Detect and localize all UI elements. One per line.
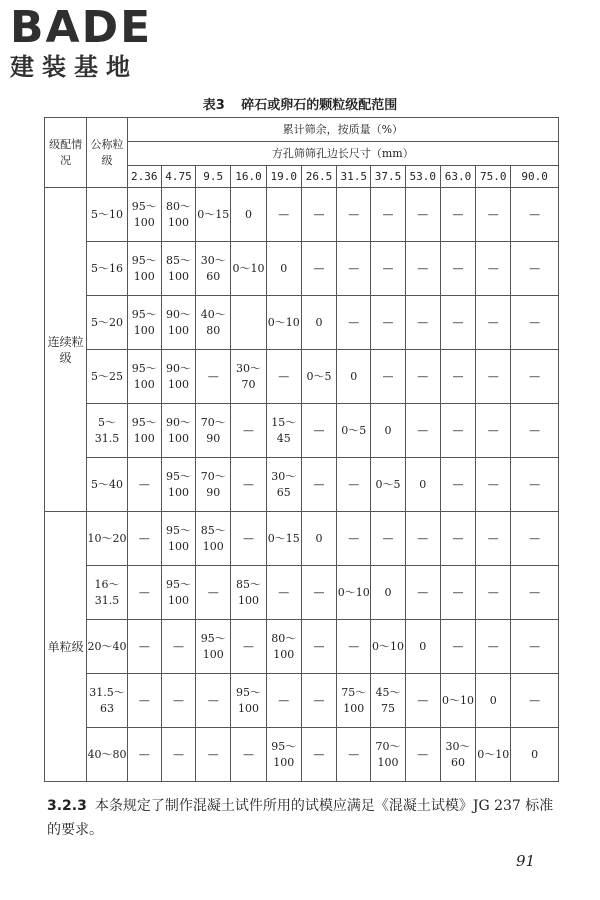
table-row [45, 188, 559, 242]
table-cell: 95～100 [127, 350, 161, 404]
table-cell: — [127, 566, 161, 620]
table-cell: — [231, 458, 266, 512]
table-cell: 30～70 [231, 350, 266, 404]
table-cell: — [301, 242, 336, 296]
table-row [45, 512, 559, 566]
table-cell: 30～60 [196, 242, 231, 296]
table-row [45, 350, 559, 404]
table-cell: 85～100 [161, 242, 195, 296]
table-cell: — [476, 566, 511, 620]
table-cell: — [301, 620, 336, 674]
table-cell: — [440, 404, 475, 458]
table-cell: 30～60 [440, 728, 475, 782]
table-cell: — [405, 242, 440, 296]
table-row [45, 566, 559, 620]
paragraph [47, 794, 562, 842]
table-row [45, 242, 559, 296]
table-cell: — [127, 674, 161, 728]
table-cell: — [440, 188, 475, 242]
nominal-size-cell: 16～31.5 [87, 566, 127, 620]
table-cell: — [440, 620, 475, 674]
grading-table [44, 117, 559, 782]
table-cell: — [405, 404, 440, 458]
table-cell: 85～100 [196, 512, 231, 566]
sieve-size-header: 37.5 [371, 166, 405, 188]
table-cell: 0 [301, 296, 336, 350]
table-cell: — [337, 242, 371, 296]
table-cell: 0～15 [266, 512, 301, 566]
table-cell: 85～100 [231, 566, 266, 620]
nominal-size-cell: 10～20 [87, 512, 127, 566]
table-cell: — [405, 188, 440, 242]
table-cell: — [405, 674, 440, 728]
table-cell: 30～65 [266, 458, 301, 512]
sieve-size-header: 63.0 [440, 166, 475, 188]
table-cell: — [371, 512, 405, 566]
table-cell: — [301, 404, 336, 458]
table-cell: — [371, 242, 405, 296]
table-cell: — [266, 188, 301, 242]
table-cell: — [337, 458, 371, 512]
table-cell: — [405, 296, 440, 350]
table-cell: — [440, 458, 475, 512]
table-cell: — [371, 188, 405, 242]
table-row [45, 620, 559, 674]
table-cell: — [266, 674, 301, 728]
table-cell: 70～100 [371, 728, 405, 782]
sieve-size-header: 31.5 [337, 166, 371, 188]
table-cell: 80～100 [161, 188, 195, 242]
table-cell: — [231, 512, 266, 566]
table-cell: — [440, 350, 475, 404]
table-row [45, 404, 559, 458]
table-cell: — [337, 728, 371, 782]
nominal-size-cell: 5～25 [87, 350, 127, 404]
nominal-size-cell: 31.5～63 [87, 674, 127, 728]
table-cell: 0 [301, 512, 336, 566]
nominal-size-cell: 5～20 [87, 296, 127, 350]
table-cell: — [511, 242, 559, 296]
table-cell: — [511, 404, 559, 458]
table-cell: 40～80 [196, 296, 231, 350]
table-cell: 95～100 [161, 458, 195, 512]
table-cell: 90～100 [161, 350, 195, 404]
table-cell: — [301, 566, 336, 620]
table-cell: — [127, 620, 161, 674]
table-cell: — [371, 296, 405, 350]
sieve-size-header: 4.75 [161, 166, 195, 188]
table-cell: — [161, 620, 195, 674]
table-cell: — [231, 728, 266, 782]
table-cell: 0～10 [476, 728, 511, 782]
sieve-size-header: 9.5 [196, 166, 231, 188]
logo-brand: BADE [10, 2, 153, 53]
table-cell: — [440, 566, 475, 620]
table-cell: — [301, 728, 336, 782]
table-cell: 0～10 [231, 242, 266, 296]
table-cell: — [476, 620, 511, 674]
table-cell: 95～100 [127, 188, 161, 242]
table-cell: 90～100 [161, 404, 195, 458]
table-cell: 95～100 [127, 242, 161, 296]
table-cell: — [371, 350, 405, 404]
table-cell: — [476, 458, 511, 512]
table-cell: 0 [405, 458, 440, 512]
table-cell: — [231, 620, 266, 674]
table-cell: — [196, 728, 231, 782]
nominal-size-cell: 5～31.5 [87, 404, 127, 458]
table-cell: — [405, 728, 440, 782]
table-cell: 95～100 [266, 728, 301, 782]
table-cell: — [511, 566, 559, 620]
sieve-size-header: 19.0 [266, 166, 301, 188]
table-cell: 0 [266, 242, 301, 296]
table-cell: 0～15 [196, 188, 231, 242]
table-cell: — [337, 188, 371, 242]
table-row [45, 728, 559, 782]
table-cell: 0～5 [337, 404, 371, 458]
table-cell: 90～100 [161, 296, 195, 350]
table-cell: 0 [371, 566, 405, 620]
table-cell: 0～5 [371, 458, 405, 512]
table-cell: 0～10 [371, 620, 405, 674]
nominal-size-cell: 20～40 [87, 620, 127, 674]
table-cell: 70～90 [196, 458, 231, 512]
nominal-size-cell: 5～40 [87, 458, 127, 512]
page-number: 91 [516, 852, 536, 870]
table-cell: — [476, 242, 511, 296]
sieve-size-header: 2.36 [127, 166, 161, 188]
table-cell: — [161, 674, 195, 728]
table-cell: — [476, 404, 511, 458]
header-cumulative: 累计筛余，按质量（%） [127, 118, 558, 142]
table-row [45, 674, 559, 728]
table-cell: — [476, 350, 511, 404]
table-cell: 95～100 [127, 404, 161, 458]
table-cell: — [266, 566, 301, 620]
table-cell: — [266, 350, 301, 404]
table-cell: 0～10 [337, 566, 371, 620]
table-cell: — [476, 296, 511, 350]
header-grading: 级配情况 [45, 118, 87, 188]
logo [10, 2, 180, 82]
table-cell: — [511, 350, 559, 404]
table-cell: — [476, 512, 511, 566]
table-cell: — [127, 728, 161, 782]
table-cell: — [196, 674, 231, 728]
table-cell: — [405, 512, 440, 566]
table-cell [231, 296, 266, 350]
table-cell: 0～5 [301, 350, 336, 404]
logo-subtitle: 建装基地 [10, 53, 138, 81]
nominal-size-cell: 5～16 [87, 242, 127, 296]
header-nominal-size: 公称粒级 [87, 118, 127, 188]
table-cell: — [337, 512, 371, 566]
header-sieve: 方孔筛筛孔边长尺寸（mm） [127, 142, 558, 166]
table-cell: — [511, 674, 559, 728]
table-cell: — [231, 404, 266, 458]
table-cell: — [301, 188, 336, 242]
table-title: 碎石或卵石的颗粒级配范围 [241, 98, 398, 113]
table-number: 表3 [202, 98, 225, 113]
table-row [45, 458, 559, 512]
table-cell: — [301, 458, 336, 512]
table-cell: — [476, 188, 511, 242]
table-cell: — [196, 566, 231, 620]
sieve-size-header: 75.0 [476, 166, 511, 188]
table-cell: — [405, 350, 440, 404]
table-cell: — [511, 458, 559, 512]
table-cell: 95～100 [161, 566, 195, 620]
table-cell: 95～100 [127, 296, 161, 350]
table-caption [0, 94, 600, 113]
nominal-size-cell: 40～80 [87, 728, 127, 782]
sieve-size-header: 26.5 [301, 166, 336, 188]
table-cell: 80～100 [266, 620, 301, 674]
table-cell: 70～90 [196, 404, 231, 458]
table-cell: 45～75 [371, 674, 405, 728]
paragraph-text: 本条规定了制作混凝土试件所用的试模应满足《混凝土试模》JG 237 标准的要求。 [47, 798, 554, 838]
table-cell: — [440, 242, 475, 296]
table-cell: 95～100 [161, 512, 195, 566]
table-cell: — [511, 512, 559, 566]
table-cell: — [161, 728, 195, 782]
grading-group-label: 单粒级 [45, 512, 87, 782]
sieve-size-header: 53.0 [405, 166, 440, 188]
table-cell: — [405, 566, 440, 620]
table-cell: 75～100 [337, 674, 371, 728]
grading-group-label: 连续粒级 [45, 188, 87, 512]
table-cell: — [127, 512, 161, 566]
table-cell: — [337, 296, 371, 350]
table-cell: — [196, 350, 231, 404]
table-cell: — [337, 620, 371, 674]
table-cell: 95～100 [231, 674, 266, 728]
table-cell: — [511, 296, 559, 350]
table-cell: 0～10 [440, 674, 475, 728]
paragraph-number: 3.2.3 [47, 798, 87, 814]
table-cell: — [440, 296, 475, 350]
table-cell: — [511, 188, 559, 242]
table-cell: 0 [476, 674, 511, 728]
table-cell: — [301, 674, 336, 728]
table-cell: — [127, 458, 161, 512]
sieve-size-header: 16.0 [231, 166, 266, 188]
table-cell: 15～45 [266, 404, 301, 458]
table-cell: — [440, 512, 475, 566]
table-cell: 0 [405, 620, 440, 674]
table-cell: 0 [231, 188, 266, 242]
table-cell: 95～100 [196, 620, 231, 674]
sieve-size-header: 90.0 [511, 166, 559, 188]
table-row [45, 296, 559, 350]
table-cell: 0 [371, 404, 405, 458]
table-cell: 0 [337, 350, 371, 404]
table-cell: 0～10 [266, 296, 301, 350]
table-cell: — [511, 620, 559, 674]
nominal-size-cell: 5～10 [87, 188, 127, 242]
table-cell: 0 [511, 728, 559, 782]
